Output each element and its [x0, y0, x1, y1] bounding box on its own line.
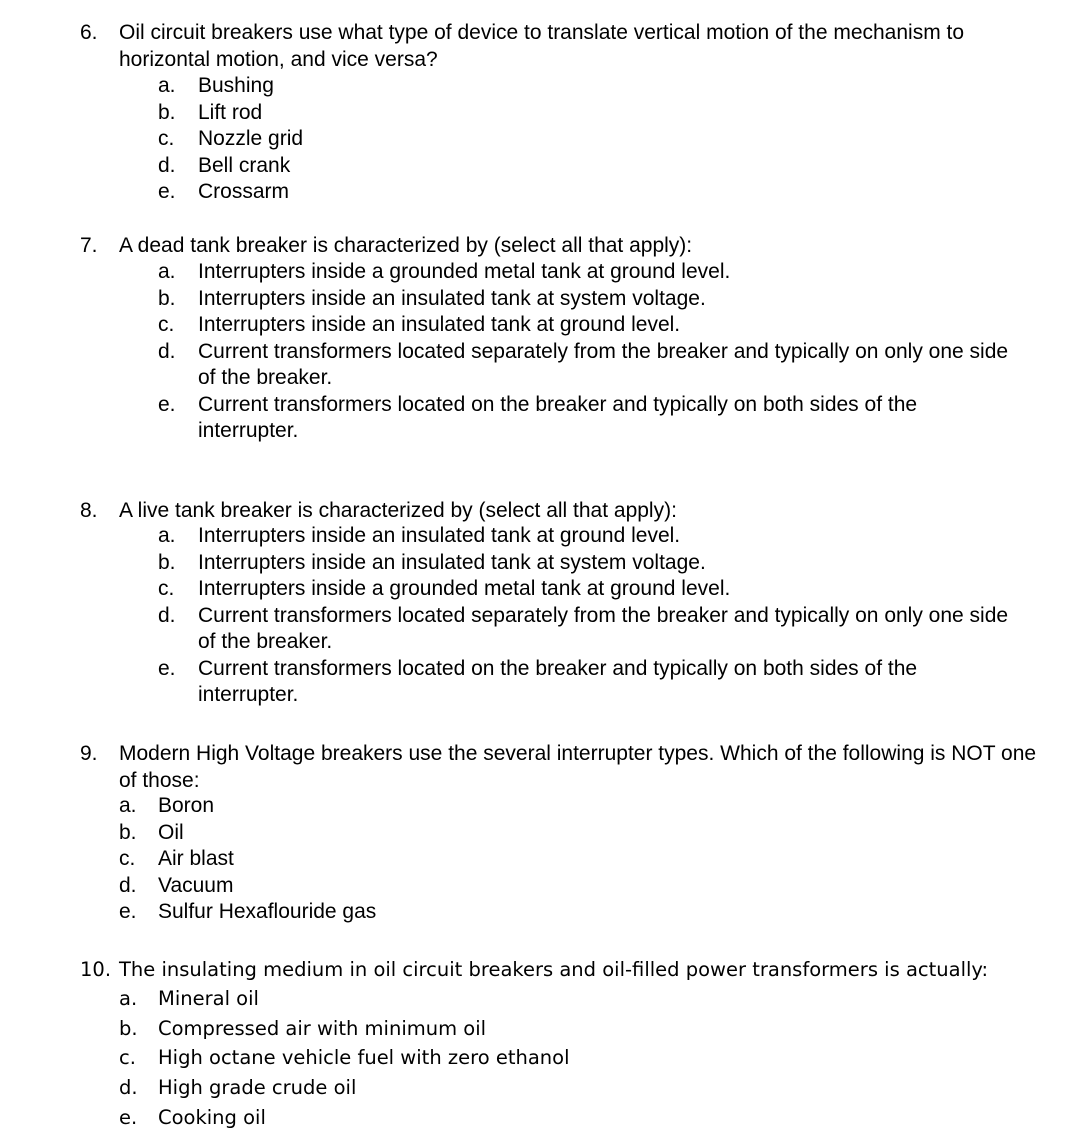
- option-text: Air blast: [158, 847, 234, 870]
- option-letter: c.: [158, 577, 175, 600]
- option-letter: e.: [119, 900, 137, 923]
- option-letter: e.: [158, 656, 176, 680]
- option-letter: c.: [158, 313, 175, 336]
- option-letter: b.: [158, 550, 176, 574]
- option-letter: d.: [119, 1076, 138, 1099]
- option-letter: a.: [158, 74, 176, 97]
- question-text: Modern High Voltage breakers use the several interrupter types. Which of the following is NOT one of those:: [119, 742, 1037, 792]
- option-text: Interrupters inside an insulated tank at system voltage.: [198, 286, 706, 310]
- question-number: 9.: [80, 742, 98, 765]
- option-text: Current transformers located separately from the breaker and typically on only one side of the breaker.: [198, 339, 1009, 389]
- option-text: Interrupters inside an insulated tank at system voltage.: [198, 550, 706, 574]
- option-letter: c.: [119, 847, 136, 870]
- option-text: High octane vehicle fuel with zero ethanol: [158, 1046, 570, 1069]
- option-text: Oil: [158, 820, 184, 844]
- option-letter: d.: [158, 153, 176, 177]
- option-letter: e.: [158, 392, 176, 416]
- question-text: A dead tank breaker is characterized by (select all that apply):: [119, 234, 693, 257]
- option-letter: e.: [158, 180, 176, 203]
- option-letter: d.: [158, 339, 176, 363]
- option-letter: c.: [119, 1046, 136, 1069]
- option-text: Compressed air with minimum oil: [158, 1016, 487, 1040]
- option-text: Lift rod: [198, 100, 263, 124]
- question-number: 10.: [80, 958, 112, 981]
- option-text: Mineral oil: [158, 987, 259, 1010]
- option-letter: b.: [119, 1016, 138, 1040]
- option-text: Sulfur Hexaflouride gas: [158, 900, 377, 923]
- option-text: Interrupters inside a grounded metal tank at ground level.: [198, 260, 731, 283]
- option-text: High grade crude oil: [158, 1076, 357, 1099]
- option-text: Interrupters inside an insulated tank at ground level.: [198, 313, 681, 336]
- option-letter: e.: [119, 1105, 138, 1129]
- question-text: A live tank breaker is characterized by (select all that apply):: [119, 499, 677, 522]
- option-text: Current transformers located on the breaker and typically on both sides of the interrupter.: [198, 656, 918, 706]
- option-letter: b.: [158, 286, 176, 310]
- option-letter: d.: [158, 603, 176, 627]
- option-letter: a.: [119, 794, 137, 817]
- option-letter: a.: [158, 524, 176, 547]
- option-text: Bell crank: [198, 153, 291, 177]
- option-letter: a.: [119, 987, 138, 1010]
- question-text: The insulating medium in oil circuit breakers and oil-filled power transformers is actually:: [119, 958, 989, 981]
- question-number: 8.: [80, 499, 98, 522]
- question-number: 6.: [80, 21, 98, 44]
- question-number: 7.: [80, 234, 98, 257]
- option-text: Cooking oil: [158, 1105, 266, 1129]
- option-letter: d.: [119, 873, 137, 897]
- option-text: Bushing: [198, 74, 274, 97]
- option-letter: b.: [119, 820, 137, 844]
- option-text: Nozzle grid: [198, 127, 304, 150]
- option-text: Current transformers located separately from the breaker and typically on only one side of the breaker.: [198, 603, 1009, 653]
- option-letter: b.: [158, 100, 176, 124]
- option-letter: c.: [158, 127, 175, 150]
- option-text: Boron: [158, 794, 215, 817]
- question-text: Oil circuit breakers use what type of device to translate vertical motion of the mechanism to horizontal motion, and vice versa?: [119, 21, 965, 71]
- option-text: Interrupters inside an insulated tank at ground level.: [198, 524, 681, 547]
- option-text: Interrupters inside a grounded metal tank at ground level.: [198, 577, 731, 600]
- option-text: Crossarm: [198, 180, 290, 203]
- option-letter: a.: [158, 260, 176, 283]
- option-text: Vacuum: [158, 873, 234, 897]
- option-text: Current transformers located on the breaker and typically on both sides of the interrupter.: [198, 392, 918, 442]
